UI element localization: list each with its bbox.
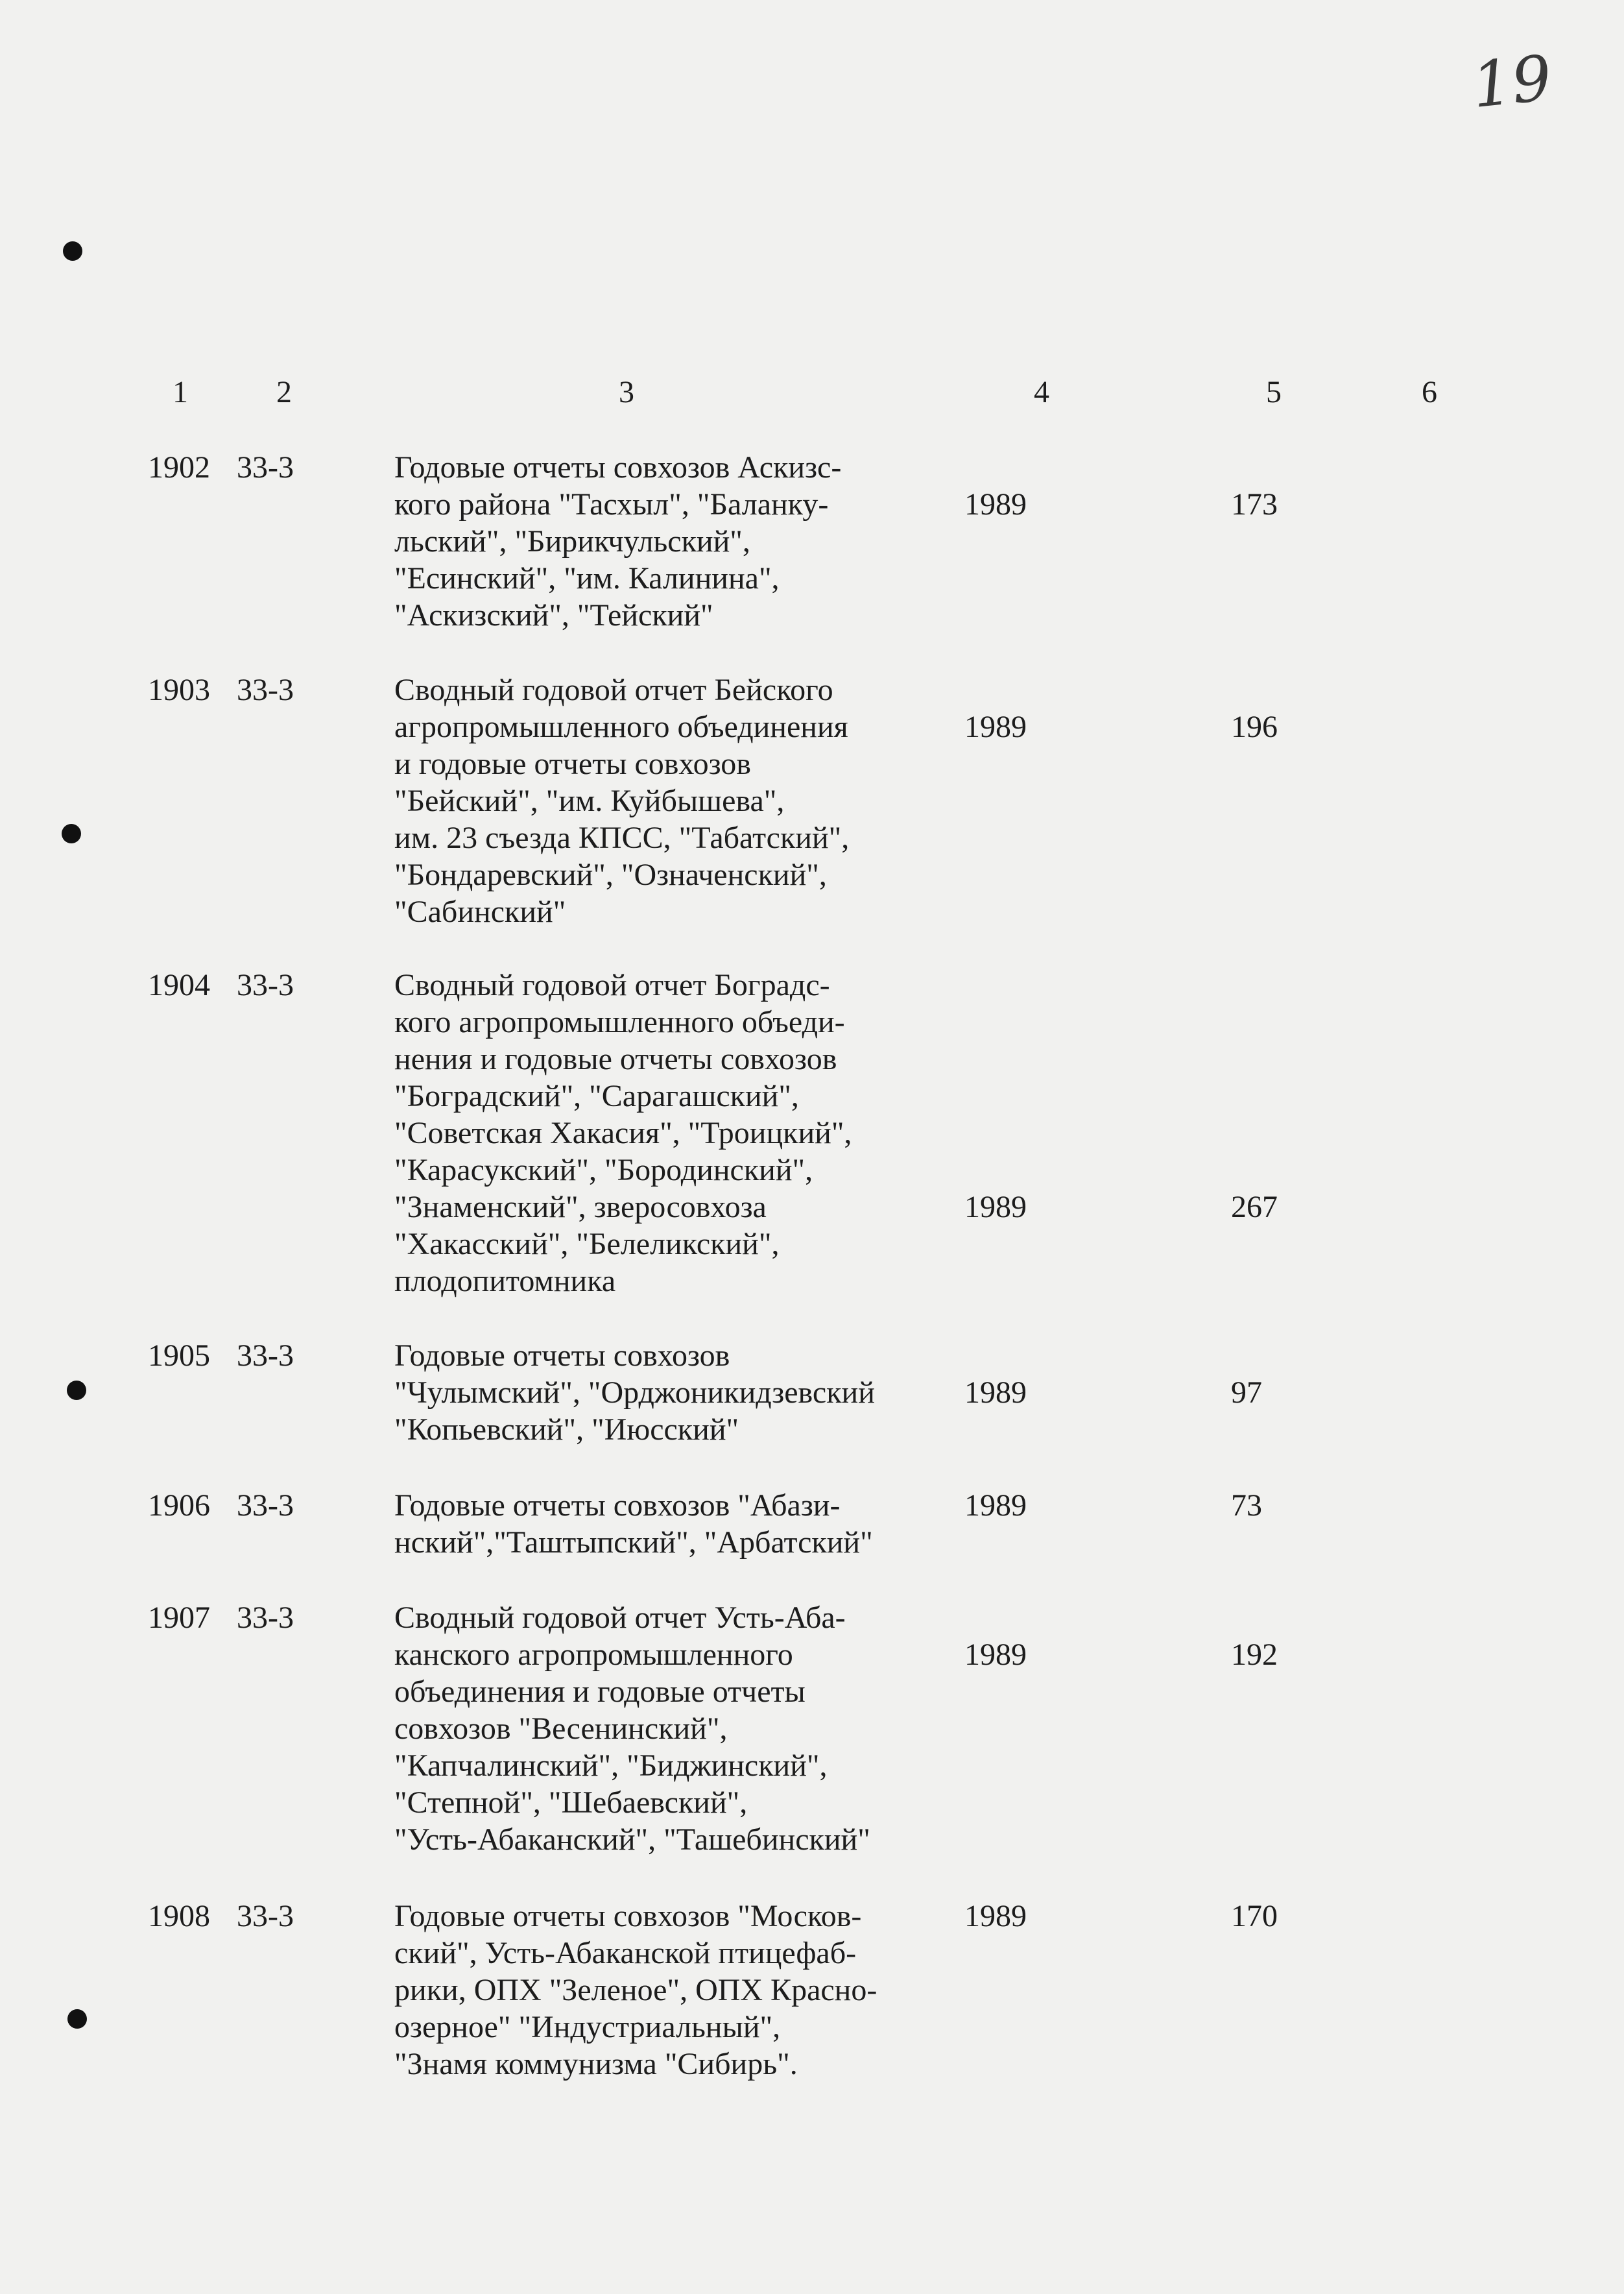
- title-line: "Усть-Абаканский", "Ташебинский": [394, 1822, 870, 1857]
- title-line: "Знамя коммунизма "Сибирь".: [394, 2047, 798, 2081]
- title-line: "Хакасский", "Белеликский",: [394, 1227, 780, 1261]
- file-number: 1902: [148, 450, 210, 485]
- sheet-count: 267: [1231, 1190, 1278, 1224]
- title-line: объединения и годовые отчеты: [394, 1674, 806, 1709]
- title-line: "Боградский", "Сарагашский",: [394, 1079, 799, 1113]
- column-header-6: 6: [1422, 375, 1437, 409]
- column-header-4: 4: [1034, 375, 1049, 409]
- sheet-count: 170: [1231, 1899, 1278, 1933]
- title-line: Годовые отчеты совхозов "Москов-: [394, 1899, 862, 1933]
- title-line: "Сабинский": [394, 895, 566, 929]
- file-code: 33-3: [237, 1600, 294, 1635]
- file-year: 1989: [964, 1899, 1027, 1933]
- column-header-3: 3: [619, 375, 634, 409]
- file-number: 1907: [148, 1600, 210, 1635]
- file-code: 33-3: [237, 1899, 294, 1933]
- title-line: им. 23 съезда КПСС, "Табатский",: [394, 821, 850, 855]
- title-line: "Есинский", "им. Калинина",: [394, 561, 780, 596]
- file-code: 33-3: [237, 673, 294, 707]
- title-line: Годовые отчеты совхозов: [394, 1338, 730, 1373]
- punch-hole: [67, 2009, 87, 2029]
- file-title: [394, 1337, 952, 1448]
- title-line: льский", "Бирикчульский",: [394, 524, 750, 559]
- title-line: ский", Усть-Абаканской птицефаб-: [394, 1936, 857, 1970]
- file-year: 1989: [964, 1637, 1027, 1672]
- file-year: 1989: [964, 1488, 1027, 1523]
- file-year: 1989: [964, 487, 1027, 522]
- file-number: 1904: [148, 968, 210, 1002]
- sheet-count: 196: [1231, 710, 1278, 744]
- title-line: Сводный годовой отчет Усть-Аба-: [394, 1600, 846, 1635]
- title-line: "Бондаревский", "Означенский",: [394, 858, 827, 892]
- title-line: "Чулымский", "Орджоникидзевский: [394, 1375, 875, 1410]
- column-header-5: 5: [1266, 375, 1282, 409]
- punch-hole: [67, 1381, 86, 1400]
- file-code: 33-3: [237, 1338, 294, 1373]
- sheet-count: 173: [1231, 487, 1278, 522]
- file-number: 1905: [148, 1338, 210, 1373]
- page-number: 19: [1468, 41, 1555, 123]
- title-line: кого района "Тасхыл", "Баланку-: [394, 487, 829, 522]
- title-line: и годовые отчеты совхозов: [394, 747, 751, 781]
- title-line: нения и годовые отчеты совхозов: [394, 1042, 837, 1076]
- title-line: рики, ОПХ "Зеленое", ОПХ Красно-: [394, 1973, 878, 2007]
- title-line: Сводный годовой отчет Боградс-: [394, 968, 830, 1002]
- title-line: Годовые отчеты совхозов Аскизс-: [394, 450, 842, 485]
- file-code: 33-3: [237, 450, 294, 485]
- title-line: "Капчалинский", "Биджинский",: [394, 1748, 828, 1783]
- file-title: [394, 449, 952, 634]
- title-line: озерное" "Индустриальный",: [394, 2010, 781, 2044]
- title-line: "Карасукский", "Бородинский",: [394, 1153, 813, 1187]
- file-year: 1989: [964, 710, 1027, 744]
- file-number: 1908: [148, 1899, 210, 1933]
- title-line: "Бейский", "им. Куйбышева",: [394, 784, 785, 818]
- file-title: [394, 1898, 952, 2083]
- column-header-1: 1: [173, 375, 188, 409]
- file-title: [394, 967, 952, 1299]
- file-title: [394, 1599, 952, 1858]
- sheet-count: 192: [1231, 1637, 1278, 1672]
- file-code: 33-3: [237, 1488, 294, 1523]
- file-number: 1906: [148, 1488, 210, 1523]
- punch-hole: [62, 824, 81, 843]
- title-line: канского агропромышленного: [394, 1637, 793, 1672]
- title-line: "Советская Хакасия", "Троицкий",: [394, 1116, 852, 1150]
- title-line: "Знаменский", зверосовхоза: [394, 1190, 767, 1224]
- title-line: агропромышленного объединения: [394, 710, 848, 744]
- file-title: [394, 1487, 952, 1561]
- title-line: "Аскизский", "Тейский": [394, 598, 713, 633]
- sheet-count: 73: [1231, 1488, 1262, 1523]
- sheet-count: 97: [1231, 1375, 1262, 1410]
- column-header-2: 2: [276, 375, 292, 409]
- file-title: [394, 671, 952, 930]
- title-line: "Степной", "Шебаевский",: [394, 1785, 748, 1820]
- title-line: совхозов "Весенинский",: [394, 1711, 728, 1746]
- file-number: 1903: [148, 673, 210, 707]
- title-line: плодопитомника: [394, 1264, 616, 1298]
- file-year: 1989: [964, 1375, 1027, 1410]
- title-line: нский","Таштыпский", "Арбатский": [394, 1525, 873, 1560]
- file-code: 33-3: [237, 968, 294, 1002]
- title-line: Сводный годовой отчет Бейского: [394, 673, 833, 707]
- title-line: Годовые отчеты совхозов "Абази-: [394, 1488, 841, 1523]
- file-year: 1989: [964, 1190, 1027, 1224]
- title-line: кого агропромышленного объеди-: [394, 1005, 845, 1039]
- title-line: "Копьевский", "Июсский": [394, 1412, 739, 1447]
- punch-hole: [63, 241, 82, 261]
